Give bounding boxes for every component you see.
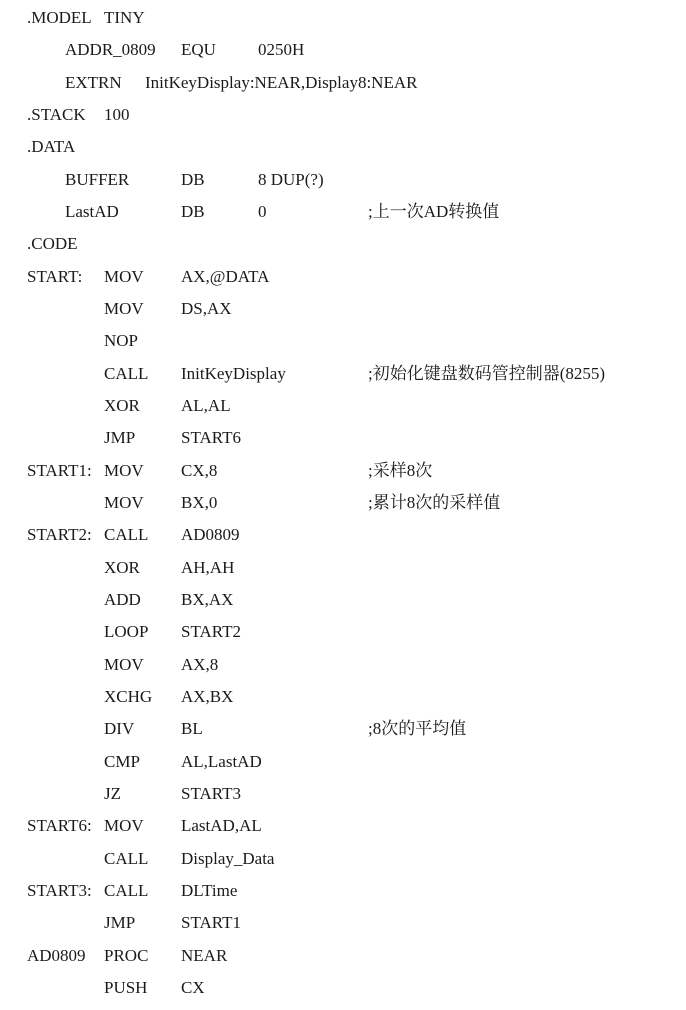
code-args: AD0809: [181, 525, 240, 544]
code-args: AL,AL: [181, 396, 231, 415]
code-line: [0, 746, 686, 778]
code-line: [0, 261, 686, 293]
code-args: Display_Data: [181, 849, 275, 868]
code-args: START6: [181, 428, 241, 447]
code-op: ADD: [104, 590, 141, 609]
code-line: [0, 228, 686, 260]
code-line: [0, 422, 686, 454]
code-op: MOV: [104, 816, 144, 835]
code-line: [0, 616, 686, 648]
code-line: [0, 552, 686, 584]
code-args: START2: [181, 622, 241, 641]
code-line: [0, 196, 686, 228]
code-op: CMP: [104, 752, 140, 771]
code-label: .MODEL: [27, 8, 92, 27]
code-op: NOP: [104, 331, 139, 350]
code-comment: ;8次的平均值: [368, 719, 467, 738]
code-args: BX,AX: [181, 590, 234, 609]
code-comment: 8 DUP(?): [258, 170, 324, 189]
code-comment: ;累计8次的采样值: [368, 493, 501, 512]
code-label: AD0809: [27, 946, 86, 965]
code-op: JMP: [104, 913, 136, 932]
code-label: .DATA: [27, 137, 76, 156]
code-label: START2:: [27, 525, 92, 544]
code-op: JZ: [104, 784, 121, 803]
code-args: LastAD,AL: [181, 816, 262, 835]
code-label: START3:: [27, 881, 92, 900]
code-line: [0, 713, 686, 745]
code-comment: 0250H: [258, 40, 305, 59]
code-line: [0, 67, 686, 99]
code-line: [0, 487, 686, 519]
code-args: DLTime: [181, 881, 238, 900]
code-line: [0, 164, 686, 196]
code-line: [0, 649, 686, 681]
code-op: DIV: [104, 719, 135, 738]
code-op: CALL: [104, 364, 149, 383]
code-args: DS,AX: [181, 299, 232, 318]
code-args: DB: [181, 202, 205, 221]
code-line: [0, 875, 686, 907]
code-op: CALL: [104, 525, 149, 544]
code-line: [0, 293, 686, 325]
code-line: [0, 34, 686, 66]
code-op: PUSH: [104, 978, 148, 997]
code-args: AX,@DATA: [181, 267, 270, 286]
code-line: [0, 358, 686, 390]
code-args: NEAR: [181, 946, 228, 965]
code-op: MOV: [104, 267, 144, 286]
code-op: XOR: [104, 558, 140, 577]
code-op: LOOP: [104, 622, 149, 641]
code-args: CX,8: [181, 461, 218, 480]
code-comment: 0: [258, 202, 267, 221]
code-line: [0, 519, 686, 551]
code-op: XCHG: [104, 687, 153, 706]
code-line: [0, 2, 686, 34]
code-line: [0, 99, 686, 131]
code-op: MOV: [104, 655, 144, 674]
code-args: InitKeyDisplay:NEAR,Display8:NEAR: [145, 73, 418, 92]
code-op: CALL: [104, 881, 149, 900]
code-label: .CODE: [27, 234, 78, 253]
code-line: [0, 681, 686, 713]
code-comment: ;初始化键盘数码管控制器(8255): [368, 364, 606, 383]
code-op: BUFFER: [65, 170, 130, 189]
code-op: MOV: [104, 461, 144, 480]
code-args: AX,BX: [181, 687, 234, 706]
code-op: XOR: [104, 396, 140, 415]
code-line: [0, 843, 686, 875]
code-note: ;上一次AD转换值: [368, 202, 500, 221]
code-label: START:: [27, 267, 83, 286]
code-line: [0, 584, 686, 616]
code-op: 100: [104, 105, 130, 124]
code-args: CX: [181, 978, 205, 997]
code-args: AL,LastAD: [181, 752, 262, 771]
code-line: [0, 455, 686, 487]
code-line: [0, 390, 686, 422]
code-args: START3: [181, 784, 241, 803]
code-args: InitKeyDisplay: [181, 364, 286, 383]
code-args: START1: [181, 913, 241, 932]
code-op: MOV: [104, 299, 144, 318]
code-op: LastAD: [65, 202, 119, 221]
code-label: .STACK: [27, 105, 86, 124]
code-args: BX,0: [181, 493, 218, 512]
code-op: PROC: [104, 946, 149, 965]
code-line: [0, 907, 686, 939]
code-line: [0, 778, 686, 810]
code-line: [0, 972, 686, 1004]
code-line: [0, 131, 686, 163]
code-op: EXTRN: [65, 73, 122, 92]
code-line: [0, 940, 686, 972]
code-op: TINY: [104, 8, 145, 27]
code-args: BL: [181, 719, 203, 738]
code-op: ADDR_0809: [65, 40, 156, 59]
code-label: START6:: [27, 816, 92, 835]
code-line: [0, 810, 686, 842]
code-label: START1:: [27, 461, 92, 480]
code-op: CALL: [104, 849, 149, 868]
code-args: AX,8: [181, 655, 219, 674]
code-args: AH,AH: [181, 558, 235, 577]
code-op: JMP: [104, 428, 136, 447]
code-args: DB: [181, 170, 205, 189]
code-line: [0, 325, 686, 357]
code-comment: ;采样8次: [368, 461, 433, 480]
code-args: EQU: [181, 40, 216, 59]
code-op: MOV: [104, 493, 144, 512]
